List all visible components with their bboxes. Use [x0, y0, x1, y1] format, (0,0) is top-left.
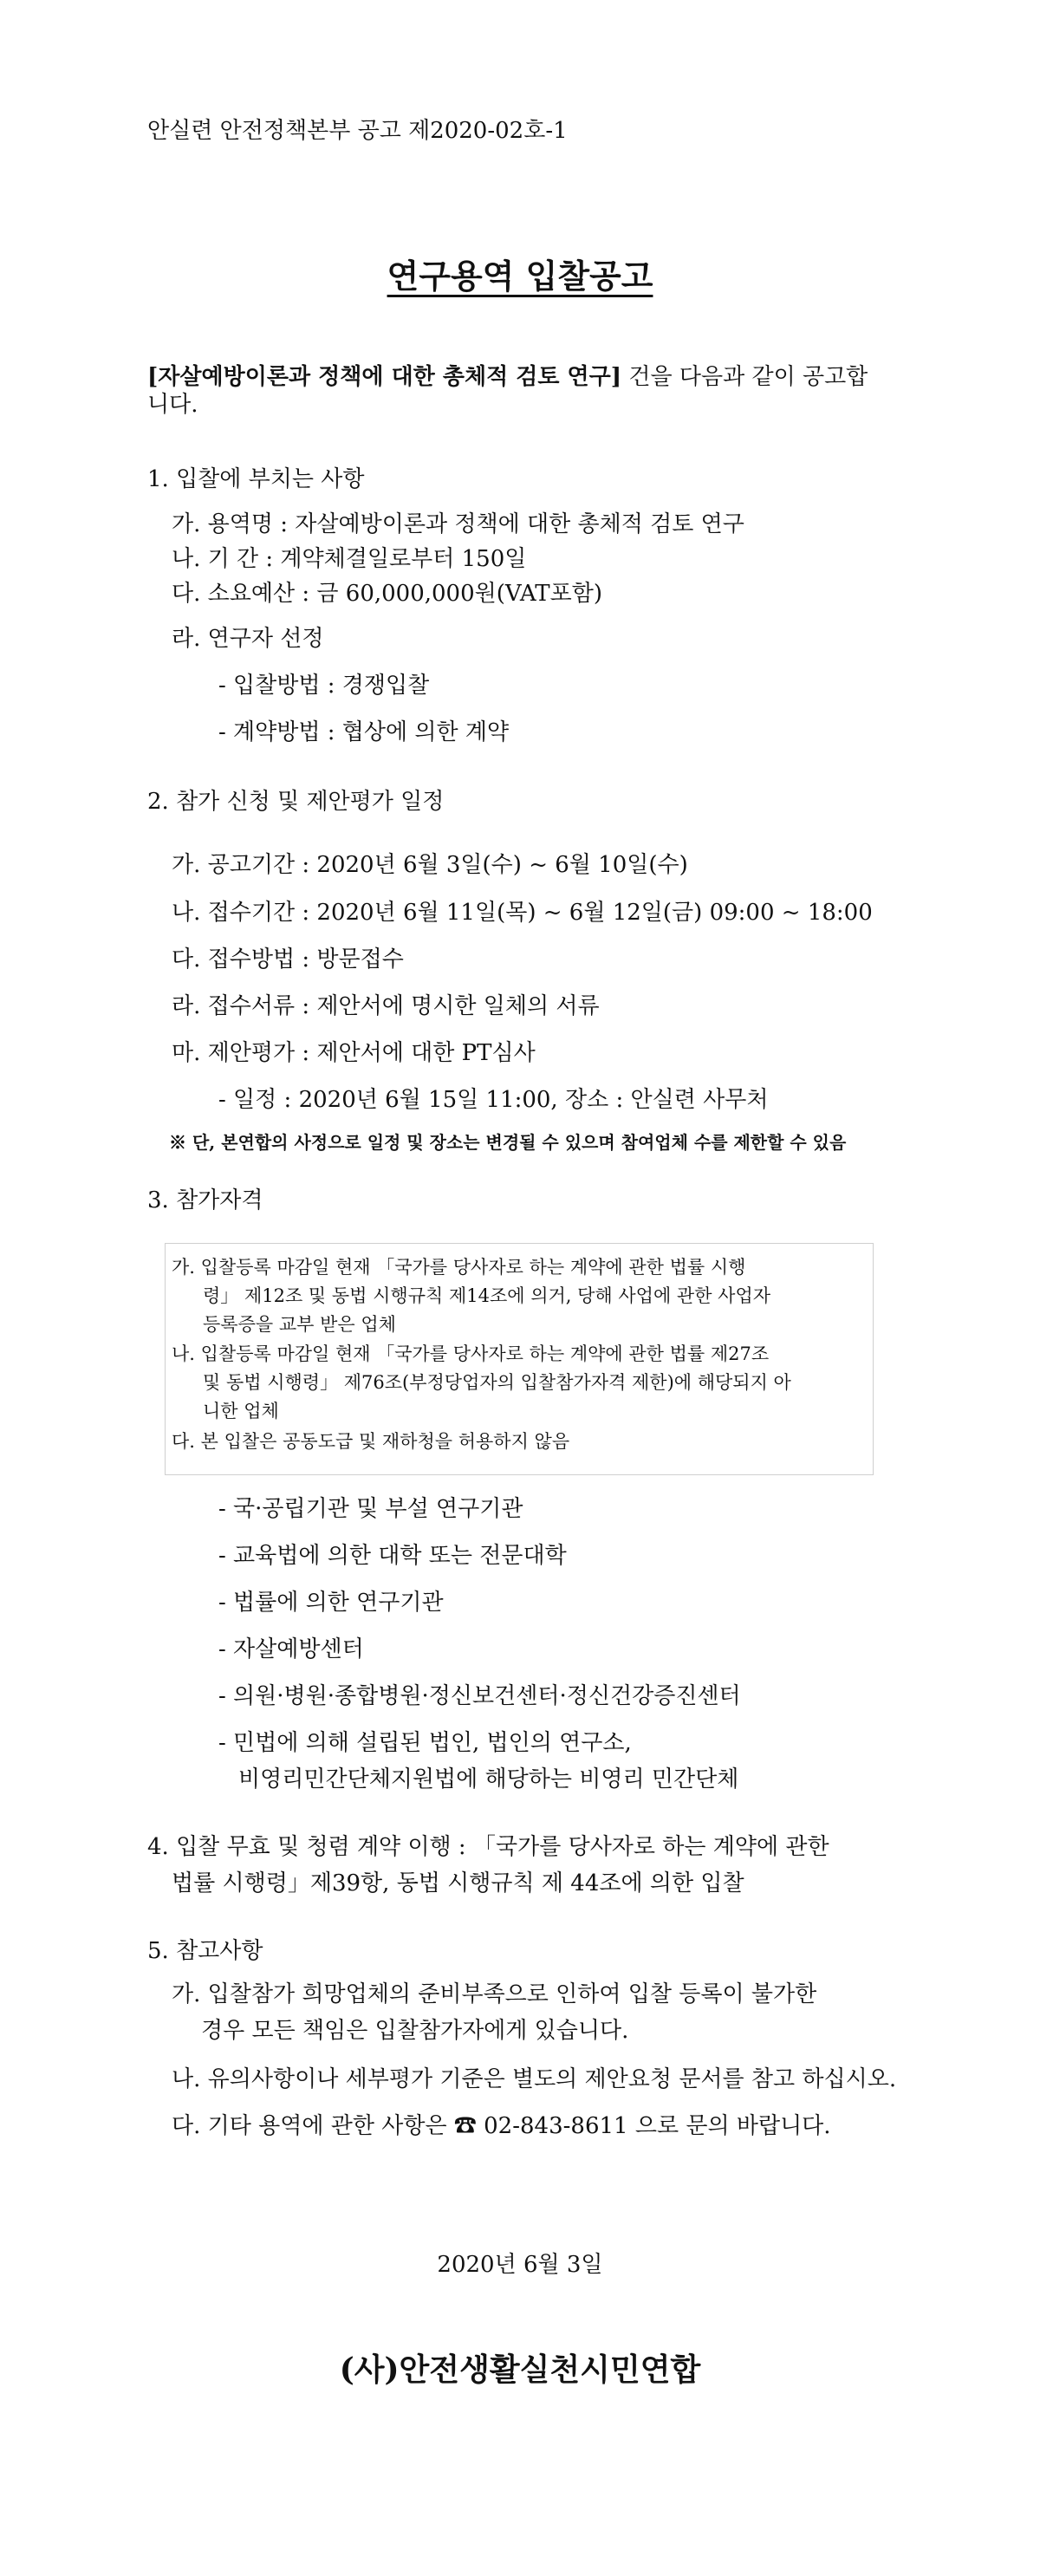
section2-heading: 2. 참가 신청 및 제안평가 일정: [147, 789, 445, 815]
eligible-org: - 의원·병원·종합병원·정신보건센터·정신건강증진센터: [218, 1683, 741, 1709]
section1-item: 라. 연구자 선정: [172, 626, 324, 652]
section1-item: 나. 기 간 : 계약체결일로부터 150일: [172, 546, 527, 572]
section2-note: ※ 단, 본연합의 사정으로 일정 및 장소는 변경될 수 있으며 참여업체 수를 제한할 수 있음: [169, 1132, 847, 1153]
eligible-org: - 법률에 의한 연구기관: [218, 1590, 444, 1616]
eligibility-line: 가. 입찰등록 마감일 현재 「국가를 당사자로 하는 계약에 관한 법률 시행: [172, 1257, 746, 1278]
eligible-org: - 자살예방센터: [218, 1636, 364, 1662]
eligible-org: - 교육법에 의한 대학 또는 전문대학: [218, 1543, 567, 1569]
section3-heading: 3. 참가자격: [147, 1187, 263, 1213]
section2-item: 다. 접수방법 : 방문접수: [172, 946, 404, 973]
section5-line: 나. 유의사항이나 세부평가 기준은 별도의 제안요청 문서를 참고 하십시오.: [172, 2066, 897, 2092]
eligibility-line: 니한 업체: [203, 1401, 279, 1421]
section1-item: 가. 용역명 : 자살예방이론과 정책에 대한 총체적 검토 연구: [172, 511, 744, 537]
eligibility-line: 및 동법 시행령」 제76조(부정당업자의 입찰참가자격 제한)에 해당되지 아: [203, 1372, 791, 1393]
notice-date: 2020년 6월 3일: [437, 2252, 603, 2278]
eligible-org: - 민법에 의해 설립된 법인, 법인의 연구소,: [218, 1730, 632, 1756]
intro-line-2: 니다.: [147, 392, 198, 418]
section2-item: 마. 제안평가 : 제안서에 대한 PT심사: [172, 1040, 536, 1066]
section5-heading: 5. 참고사항: [147, 1938, 263, 1964]
eligibility-line: 다. 본 입찰은 공동도급 및 재하청을 허용하지 않음: [172, 1431, 570, 1452]
section2-item: 가. 공고기간 : 2020년 6월 3일(수) ~ 6월 10일(수): [172, 852, 688, 878]
section2-item: 라. 접수서류 : 제안서에 명시한 일체의 서류: [172, 993, 600, 1019]
section5-line: 다. 기타 용역에 관한 사항은 ☎ 02-843-8611 으로 문의 바랍니다.: [172, 2113, 831, 2139]
project-name: [자살예방이론과 정책에 대한 총체적 검토 연구]: [147, 364, 622, 390]
section4-line: 4. 입찰 무효 및 청렴 계약 이행 : 「국가를 당사자로 하는 계약에 관한: [147, 1834, 829, 1860]
section4-line: 법률 시행령」제39항, 동법 시행규칙 제 44조에 의한 입찰: [172, 1870, 744, 1896]
section1-heading: 1. 입찰에 부치는 사항: [147, 466, 365, 492]
section2-sub: - 일정 : 2020년 6월 15일 11:00, 장소 : 안실련 사무처: [218, 1087, 769, 1113]
eligible-org-cont: 비영리민간단체지원법에 해당하는 비영리 민간단체: [238, 1766, 739, 1792]
section1-item: 다. 소요예산 : 금 60,000,000원(VAT포함): [172, 581, 602, 607]
section5-line: 경우 모든 책임은 입찰참가자에게 있습니다.: [201, 2018, 629, 2044]
intro-suffix: 건을 다음과 같이 공고합: [621, 364, 868, 390]
page-title: 연구용역 입찰공고: [387, 257, 653, 296]
eligibility-line: 령」 제12조 및 동법 시행규칙 제14조에 의거, 당해 사업에 관한 사업자: [203, 1285, 771, 1306]
eligibility-line: 나. 입찰등록 마감일 현재 「국가를 당사자로 하는 계약에 관한 법률 제27조: [172, 1343, 770, 1364]
section2-item: 나. 접수기간 : 2020년 6월 11일(목) ~ 6월 12일(금) 09:00 ~ 18:00: [172, 900, 873, 926]
section1-sub: - 계약방법 : 협상에 의한 계약: [218, 719, 510, 745]
notice-number: 안실련 안전정책본부 공고 제2020-02호-1: [147, 118, 568, 144]
section1-sub: - 입찰방법 : 경쟁입찰: [218, 673, 430, 699]
organization-name: (사)안전생활실천시민연합: [339, 2352, 701, 2388]
eligible-org: - 국·공립기관 및 부설 연구기관: [218, 1496, 523, 1522]
section5-line: 가. 입찰참가 희망업체의 준비부족으로 인하여 입찰 등록이 불가한: [172, 1981, 817, 2007]
intro-line-1: [147, 359, 868, 391]
eligibility-line: 등록증을 교부 받은 업체: [203, 1314, 396, 1335]
